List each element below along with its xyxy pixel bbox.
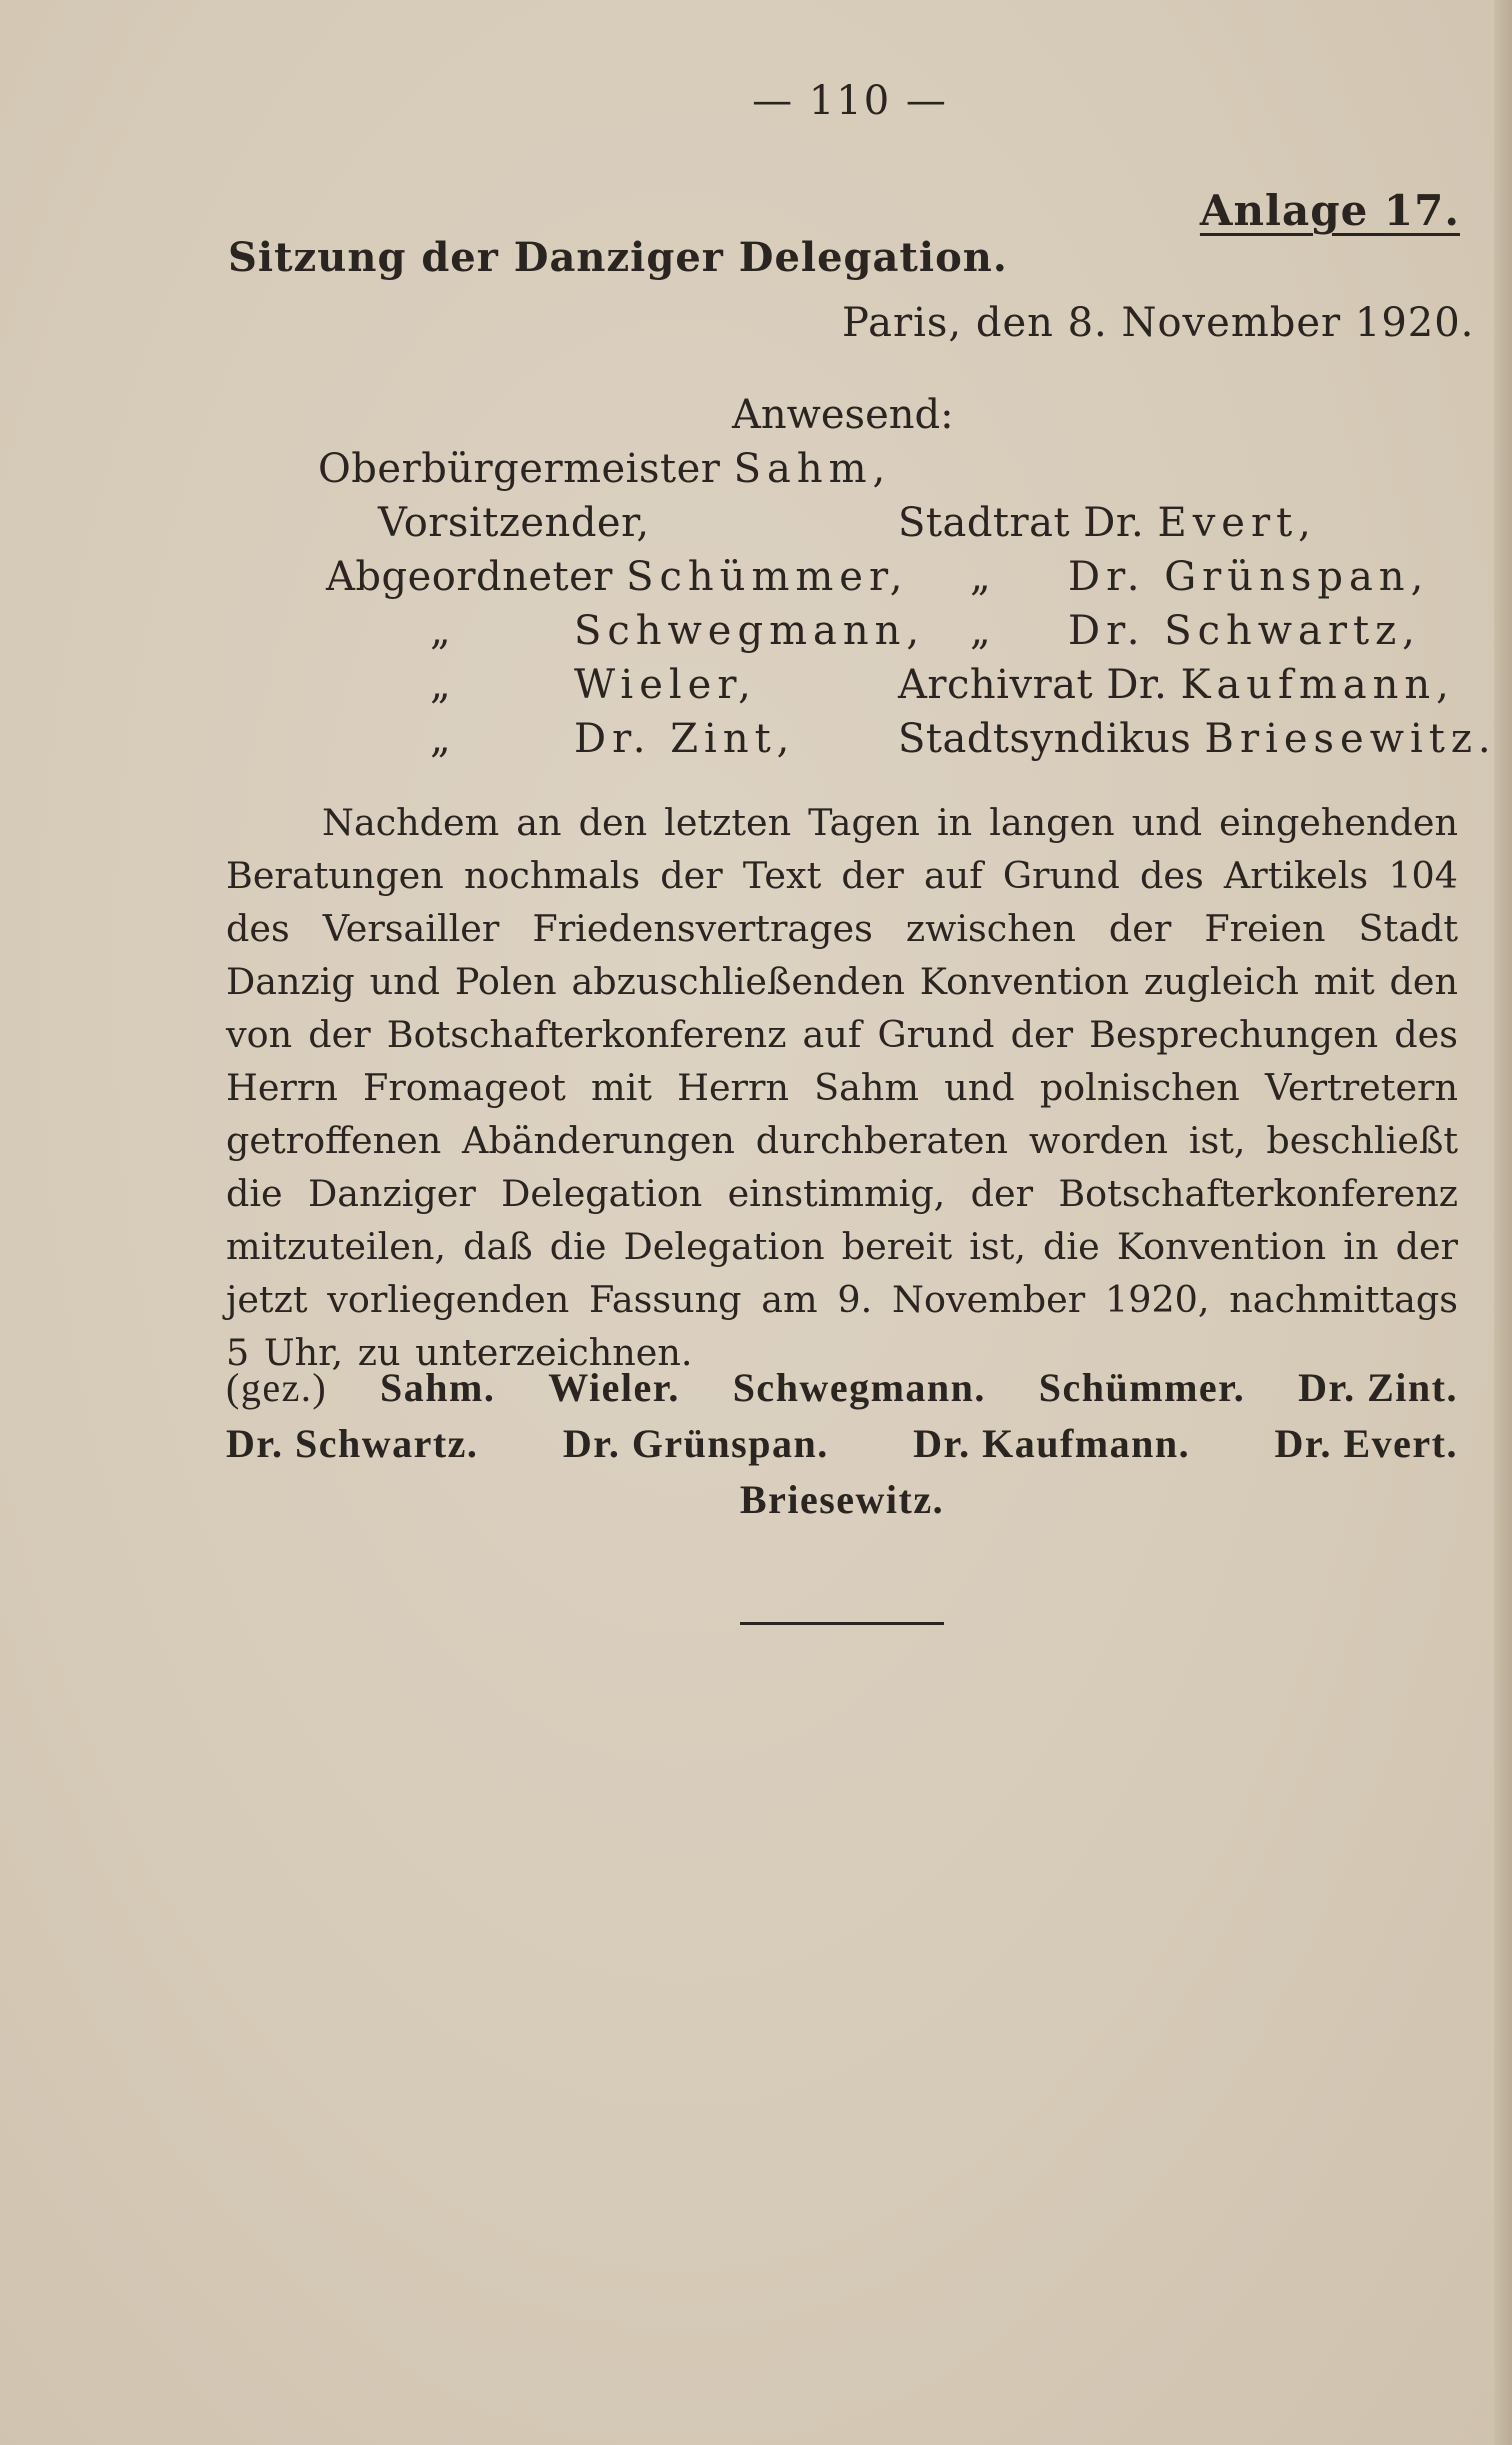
attendee-right-3 xyxy=(970,608,991,654)
signature: Dr. Kaufmann. xyxy=(913,1421,1191,1466)
signature: Schwegmann. xyxy=(732,1365,986,1410)
attendee-left-5 xyxy=(430,662,451,708)
ditto-mark: „ xyxy=(970,608,992,654)
ditto-mark: „ xyxy=(430,662,452,708)
body-text xyxy=(226,796,1458,1379)
closing-rule xyxy=(740,1622,944,1625)
signature: Briesewitz. xyxy=(739,1477,945,1522)
attendee-left-6 xyxy=(430,716,451,762)
signature: Dr. Schwartz. xyxy=(226,1421,479,1466)
attendee-name: Schümmer, xyxy=(626,554,909,600)
attendee-name: Evert, xyxy=(1157,500,1317,546)
attendee-left-2 xyxy=(378,500,650,546)
attendee-left-6-name xyxy=(574,716,795,762)
attendee-left-5-name xyxy=(574,662,757,708)
attendee-right-2-name xyxy=(1068,554,1429,600)
page-title: Sitzung der Danziger Delegation. xyxy=(228,234,1008,281)
attendee-role: Oberbürgermeister xyxy=(318,446,721,492)
attendee-left-4 xyxy=(430,608,451,654)
attendee-right-4 xyxy=(898,662,1455,708)
attendee-name: Briesewitz. xyxy=(1204,716,1497,762)
attendee-right-2 xyxy=(970,554,991,600)
attendee-right-3-name xyxy=(1068,608,1421,654)
attendee-role: Vorsitzender, xyxy=(378,500,650,546)
ditto-mark: „ xyxy=(430,608,452,654)
attendee-name: Kaufmann, xyxy=(1180,662,1455,708)
signature: Sahm. xyxy=(380,1365,496,1410)
attendee-name: Dr. Schwartz, xyxy=(1068,608,1421,654)
attendee-role: Abgeordneter xyxy=(326,554,613,600)
attendee-name: Dr. Grünspan, xyxy=(1068,554,1430,600)
annex-label: Anlage 17. xyxy=(1199,186,1460,235)
signature: Dr. Grünspan. xyxy=(562,1421,829,1466)
attendee-name: Schwegmann, xyxy=(574,608,926,654)
signature: Dr. Zint. xyxy=(1298,1365,1458,1410)
signatures xyxy=(226,1364,1458,1532)
ditto-mark: „ xyxy=(970,554,992,600)
attendee-name: Dr. Zint, xyxy=(574,716,796,762)
attendee-name: Wieler, xyxy=(574,662,757,708)
signature-line-1 xyxy=(226,1364,1458,1420)
page-edge xyxy=(1494,0,1512,2445)
page-number: — 110 — xyxy=(752,78,948,124)
attendee-right-5 xyxy=(898,716,1497,762)
signature: Wieler. xyxy=(548,1365,680,1410)
attendee-left-1 xyxy=(318,446,891,492)
attendee-name: Sahm, xyxy=(733,446,892,492)
present-heading: Anwesend: xyxy=(732,392,954,438)
attendee-left-4-name xyxy=(574,608,925,654)
signature-line-3 xyxy=(226,1476,1458,1532)
place-date: Paris, den 8. November 1920. xyxy=(842,300,1475,346)
attendee-role: Stadtsyndikus xyxy=(898,716,1192,762)
signature-line-2 xyxy=(226,1420,1458,1476)
signature-prefix: (gez.) xyxy=(226,1365,328,1410)
ditto-mark: „ xyxy=(430,716,452,762)
signature: Dr. Evert. xyxy=(1274,1421,1458,1466)
attendee-role: Stadtrat Dr. xyxy=(898,500,1145,546)
attendee-right-1 xyxy=(898,500,1317,546)
signature: Schümmer. xyxy=(1038,1365,1246,1410)
attendee-role: Archivrat Dr. xyxy=(898,662,1168,708)
body-paragraph: Nachdem an den letzten Tagen in langen und eingehenden Beratungen nochmals der Text der auf Grund des Artikels 104 des Versailler Friedensvertrages zwischen der Freien Stadt Danzig und Polen abzuschließenden Konvention zugleich mit den von der Botschafterkonferenz auf Grund der Besprechungen des Herrn Fromageot mit Herrn Sahm und polnischen Vertretern getroffenen Abänderungen durchberaten worden ist, beschließt die Danziger Delegation einstimmig, der Botschafterkonferenz mitzuteilen, daß die Delegation bereit ist, die Konvention in der jetzt vorliegenden Fassung am 9. November 1920, nachmittags 5 Uhr, zu unterzeichnen. xyxy=(226,801,1458,1374)
attendee-left-3 xyxy=(326,554,908,600)
